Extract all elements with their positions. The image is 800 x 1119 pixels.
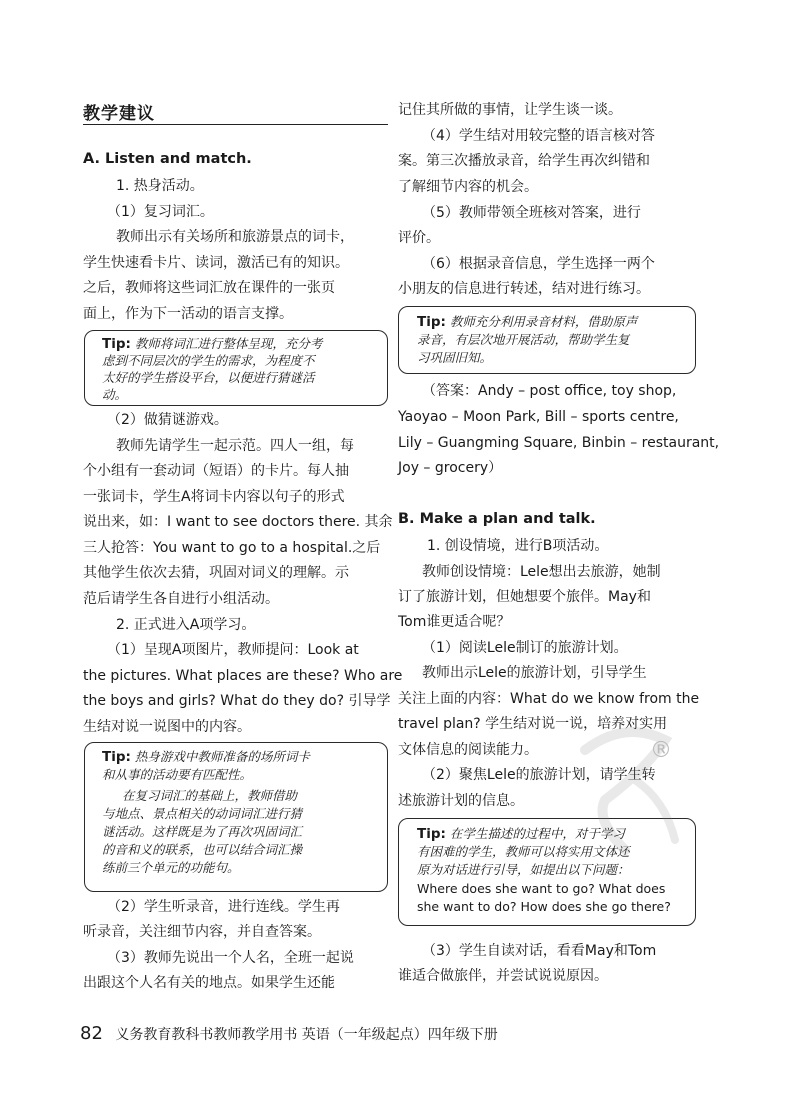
- text-line: 订了旅游计划，但她想要个旅伴。May和: [398, 589, 651, 605]
- heading-make-a-plan: B. Make a plan and talk.: [398, 511, 596, 527]
- text-line: 案。第三次播放录音，给学生再次纠错和: [398, 153, 650, 169]
- text-line: Tom谁更适合呢？: [398, 614, 511, 630]
- text-line: 教师创设情境：Lele想出去旅游，她制: [422, 564, 661, 580]
- text-line: 出跟这个人名有关的地点。如果学生还能: [83, 975, 335, 991]
- tip-line: 练前三个单元的功能句。: [102, 860, 240, 875]
- answer-line: Joy – grocery）: [398, 460, 503, 476]
- text-line: 述旅游计划的信息。: [398, 793, 524, 809]
- text-line: 小朋友的信息进行转述，结对进行练习。: [398, 281, 650, 297]
- text-line: （2）聚焦Lele的旅游计划，请学生转: [422, 767, 656, 783]
- text-line: 一张词卡，学生A将词卡内容以句子的形式: [83, 489, 345, 505]
- text-line: 听录音，关注细节内容，并自查答案。: [83, 924, 321, 940]
- text-line: 2. 正式进入A项学习。: [116, 617, 256, 633]
- registered-mark: ®: [650, 738, 672, 763]
- text-line: （3）教师先说出一个人名，全班一起说: [107, 950, 354, 966]
- tip-line: 有困难的学生，教师可以将实用文体还: [417, 844, 630, 859]
- text-line: 1. 热身活动。: [116, 178, 204, 194]
- tip-line: 谜活动。这样既是为了再次巩固词汇: [102, 824, 303, 839]
- text-line: 生结对说一说图中的内容。: [83, 719, 251, 735]
- tip-line: 虑到不同层次的学生的需求，为程度不: [102, 353, 315, 368]
- tip-label: Tip:: [102, 336, 131, 352]
- publisher-watermark-icon: [565, 710, 695, 870]
- book-title: 义务教育教科书教师教学用书 英语（一年级起点）四年级下册: [115, 1027, 498, 1043]
- text-line: （6）根据录音信息，学生选择一两个: [422, 256, 655, 272]
- text-line: 文体信息的阅读能力。: [398, 742, 538, 758]
- tip-line: 动。: [102, 387, 128, 402]
- text-line: 三人抢答：You want to go to a hospital.之后: [83, 540, 381, 556]
- tip-line: Tip: 教师将词汇进行整体呈现，充分考: [102, 336, 323, 352]
- tip-line: Tip: 热身游戏中教师准备的场所词卡: [102, 749, 310, 765]
- text-line: （5）教师带领全班核对答案，进行: [422, 205, 641, 221]
- tip-label: Tip:: [102, 749, 131, 765]
- heading-listen-and-match: A. Listen and match.: [83, 151, 252, 167]
- title-underline: [83, 124, 388, 125]
- tip-line: 在复习词汇的基础上，教师借助: [122, 788, 298, 803]
- tip-line: Tip: 在学生描述的过程中，对于学习: [417, 826, 625, 842]
- answer-line: Lily – Guangming Square, Binbin – restaurant,: [398, 435, 720, 451]
- tip-line: 习巩固旧知。: [417, 350, 493, 365]
- text-line: 说出来，如：I want to see doctors there. 其余: [83, 514, 393, 530]
- text-line: 评价。: [398, 230, 440, 246]
- tip-box-vocabulary: [84, 330, 388, 406]
- tip-line: Tip: 教师充分利用录音材料，借助原声: [417, 314, 638, 330]
- text-line: （2）做猜谜游戏。: [107, 412, 228, 428]
- text-line: （4）学生结对用较完整的语言核对答: [422, 128, 655, 144]
- text-line: 教师出示Lele的旅游计划，引导学生: [422, 665, 647, 681]
- tip-label: Tip:: [417, 314, 446, 330]
- tip-box-recording: [398, 306, 696, 374]
- text-line: （1）复习词汇。: [107, 204, 214, 220]
- tip-line: Where does she want to go? What does: [417, 881, 666, 896]
- text-line: 其他学生依次去猜，巩固对词义的理解。示: [83, 565, 349, 581]
- answer-line: Yaoyao – Moon Park, Bill – sports centre,: [398, 409, 679, 425]
- text-line: 个小组有一套动词（短语）的卡片。每人抽: [83, 463, 349, 479]
- tip-line: 原为对话进行引导，如提出以下问题：: [417, 862, 630, 877]
- page-footer: [80, 1023, 498, 1044]
- text-line: the pictures. What places are these? Who are: [83, 668, 403, 684]
- text-line: 教师出示有关场所和旅游景点的词卡，: [116, 229, 354, 245]
- text-line: the boys and girls? What do they do? 引导学: [83, 693, 391, 709]
- page-number: 82: [80, 1023, 103, 1044]
- text-line: 之后，教师将这些词汇放在课件的一张页: [83, 280, 335, 296]
- tip-line: 和从事的活动要有匹配性。: [102, 767, 253, 782]
- text-line: 记住其所做的事情，让学生谈一谈。: [398, 102, 622, 118]
- text-line: 范后请学生各自进行小组活动。: [83, 591, 279, 607]
- text-line: 1. 创设情境，进行B项活动。: [427, 538, 609, 554]
- text-line: 学生快速看卡片、读词，激活已有的知识。: [83, 255, 349, 271]
- answer-line: （答案：Andy – post office, toy shop,: [422, 383, 677, 399]
- text-line: 关注上面的内容：What do we know from the: [398, 691, 700, 707]
- text-line: （3）学生自读对话，看看May和Tom: [422, 943, 657, 959]
- tip-line: she want to do? How does she go there?: [417, 899, 671, 914]
- tip-box-guessing-game: [84, 742, 388, 892]
- tip-label: Tip:: [417, 826, 446, 842]
- text-line: （1）阅读Lele制订的旅游计划。: [422, 640, 628, 656]
- text-line: 教师先请学生一起示范。四人一组，每: [116, 438, 354, 454]
- tip-line: 的音和义的联系，也可以结合词汇操: [102, 842, 303, 857]
- tip-line: 与地点、景点相关的动词词汇进行猜: [102, 806, 303, 821]
- text-line: 面上，作为下一活动的语言支撑。: [83, 306, 293, 322]
- tip-line: 太好的学生搭设平台，以便进行猜谜活: [102, 370, 315, 385]
- tip-line: 录音，有层次地开展活动，帮助学生复: [417, 332, 630, 347]
- text-line: 谁适合做旅伴，并尝试说说原因。: [398, 968, 608, 984]
- text-line: （2）学生听录音，进行连线。学生再: [107, 899, 340, 915]
- text-line: 了解细节内容的机会。: [398, 179, 538, 195]
- section-title: 教学建议: [83, 104, 155, 124]
- text-line: （1）呈现A项图片，教师提问：Look at: [107, 642, 359, 658]
- text-line: travel plan? 学生结对说一说，培养对实用: [398, 716, 668, 732]
